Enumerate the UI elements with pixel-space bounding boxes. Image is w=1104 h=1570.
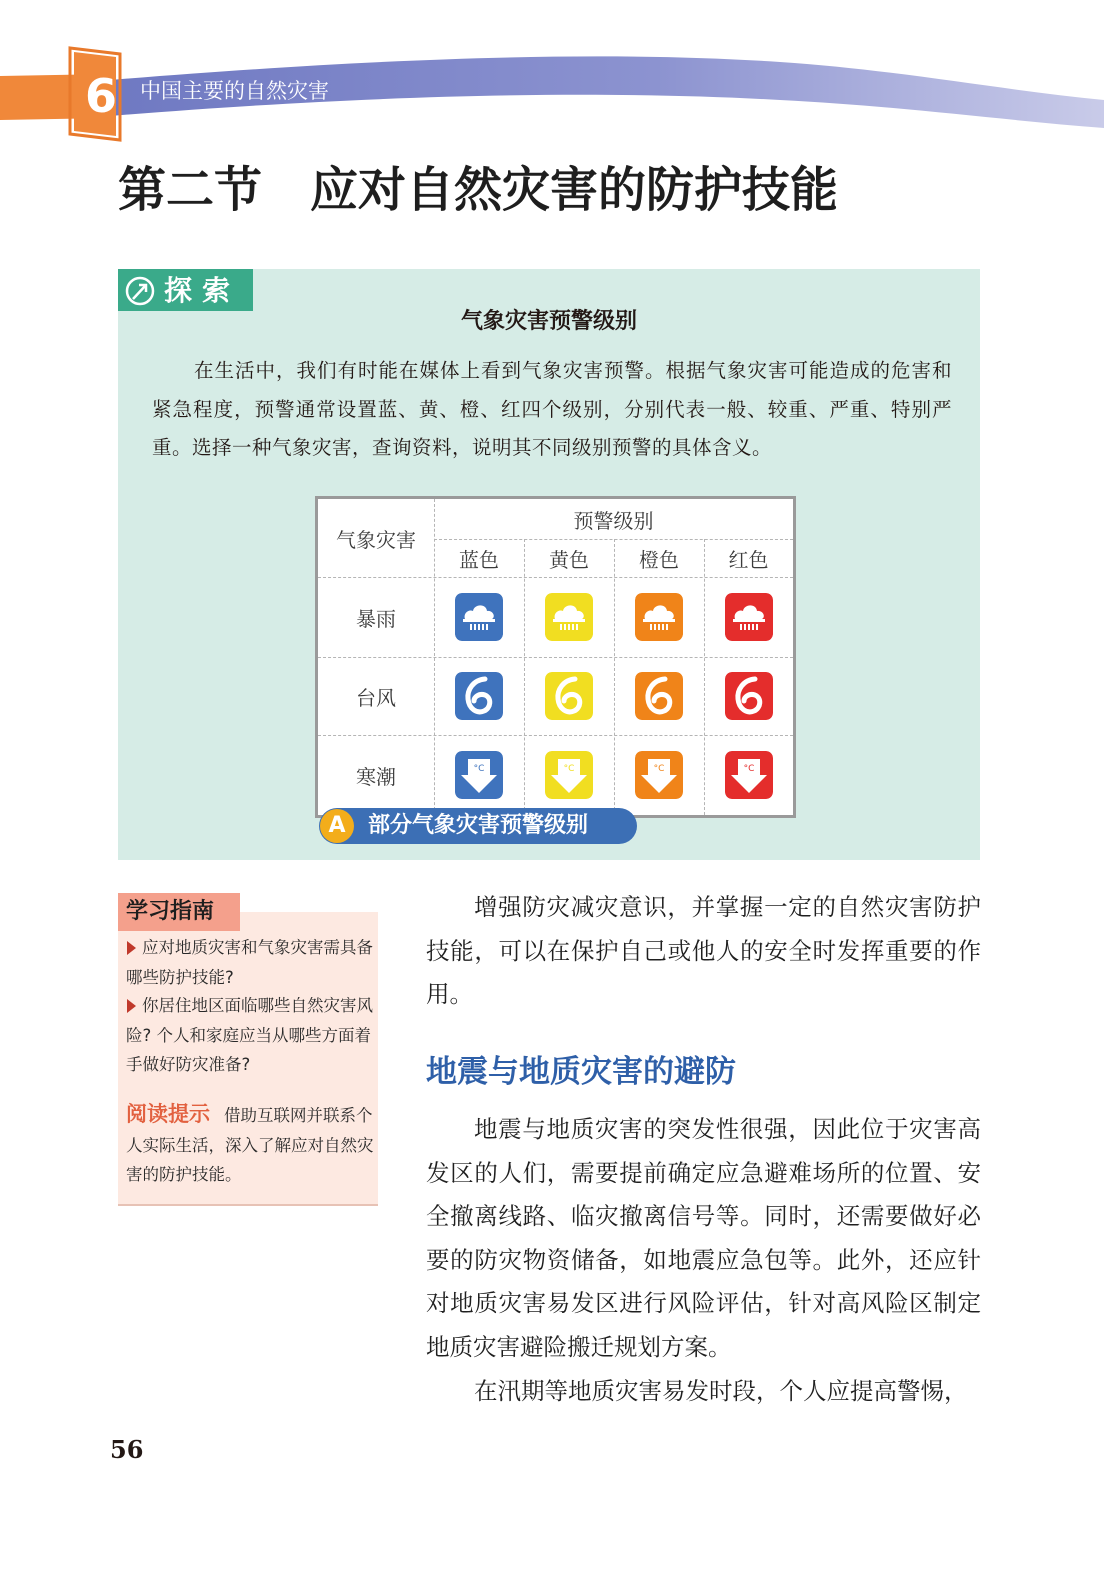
cold-wave-blue-icon	[455, 751, 503, 799]
rainstorm-orange-icon	[635, 593, 683, 641]
rainstorm-red-icon	[725, 593, 773, 641]
explore-compass-icon	[124, 275, 156, 307]
intro-paragraph: 增强防灾减灾意识，并掌握一定的自然灾害防护技能，可以在保护自己或他人的安全时发挥重要的作用。	[426, 893, 981, 1008]
warning-level-table	[315, 496, 796, 818]
learning-guide-title: 学习指南	[126, 899, 215, 924]
cold-wave-red-icon	[725, 751, 773, 799]
guide-item-2: 你居住地区面临哪些自然灾害风险? 个人和家庭应当从哪些方面着手做好防灾准备?	[126, 996, 373, 1074]
level-header-yellow: 黄色	[549, 547, 589, 572]
table-row-header: 气象灾害	[336, 527, 416, 552]
explore-label: 探索	[164, 274, 241, 307]
table-group-header: 预警级别	[573, 508, 654, 533]
flood-season-paragraph: 在汛期等地质灾害易发时段，个人应提高警惕，	[474, 1377, 968, 1405]
svg-text:°C: °C	[563, 764, 575, 774]
earthquake-paragraph: 地震与地质灾害的突发性很强，因此位于灾害高发区的人们，需要提前确定应急避难场所的位置、安全撤离线路、临灾撤离信号等。同时，还需要做好必要的防灾物资储备，如地震应急包等。此外，还应针对地质灾害易发区进行风险评估，针对高风险区制定地质灾害避险搬迁规划方案。	[426, 1115, 981, 1361]
rainstorm-blue-icon	[455, 593, 503, 641]
section-title: 第二节 应对自然灾害的防护技能	[118, 162, 839, 218]
typhoon-yellow-icon	[545, 672, 593, 720]
level-header-orange: 橙色	[639, 547, 679, 572]
cold-wave-yellow-icon	[545, 751, 593, 799]
guide-item-1: 应对地质灾害和气象灾害需具备哪些防护技能?	[126, 938, 373, 987]
explore-heading: 气象灾害预警级别	[460, 309, 637, 334]
figure-caption-letter: A	[320, 809, 354, 843]
typhoon-orange-icon	[635, 672, 683, 720]
reading-tip-text: 借助互联网并联系个人实际生活，深入了解应对自然灾害的防护技能。	[126, 1106, 374, 1184]
row-label-rainstorm: 暴雨	[356, 606, 396, 631]
chapter-number: 6	[84, 69, 117, 123]
row-label-typhoon: 台风	[356, 685, 396, 710]
typhoon-blue-icon	[455, 672, 503, 720]
svg-text:°C: °C	[473, 764, 485, 774]
cold-wave-orange-icon	[635, 751, 683, 799]
reading-tip	[126, 1100, 374, 1190]
level-header-red: 红色	[728, 547, 769, 572]
reading-tip-label: 阅读提示	[126, 1102, 210, 1126]
figure-caption: 部分气象灾害预警级别	[368, 813, 589, 838]
subheading-earthquake: 地震与地质灾害的避防	[426, 1054, 736, 1090]
row-label-cold-wave: 寒潮	[356, 764, 396, 789]
typhoon-red-icon	[725, 672, 773, 720]
level-header-blue: 蓝色	[459, 547, 499, 572]
page-number: 56	[110, 1435, 144, 1464]
explore-paragraph: 在生活中，我们有时能在媒体上看到气象灾害预警。根据气象灾害可能造成的危害和紧急程度，预警通常设置蓝、黄、橙、红四个级别，分别代表一般、较重、严重、特别严重。选择一种气象灾害，查询资料，说明其不同级别预警的具体含义。	[152, 359, 952, 459]
svg-text:°C: °C	[653, 764, 665, 774]
svg-text:°C: °C	[743, 764, 755, 774]
rainstorm-yellow-icon	[545, 593, 593, 641]
chapter-title: 中国主要的自然灾害	[140, 79, 329, 103]
